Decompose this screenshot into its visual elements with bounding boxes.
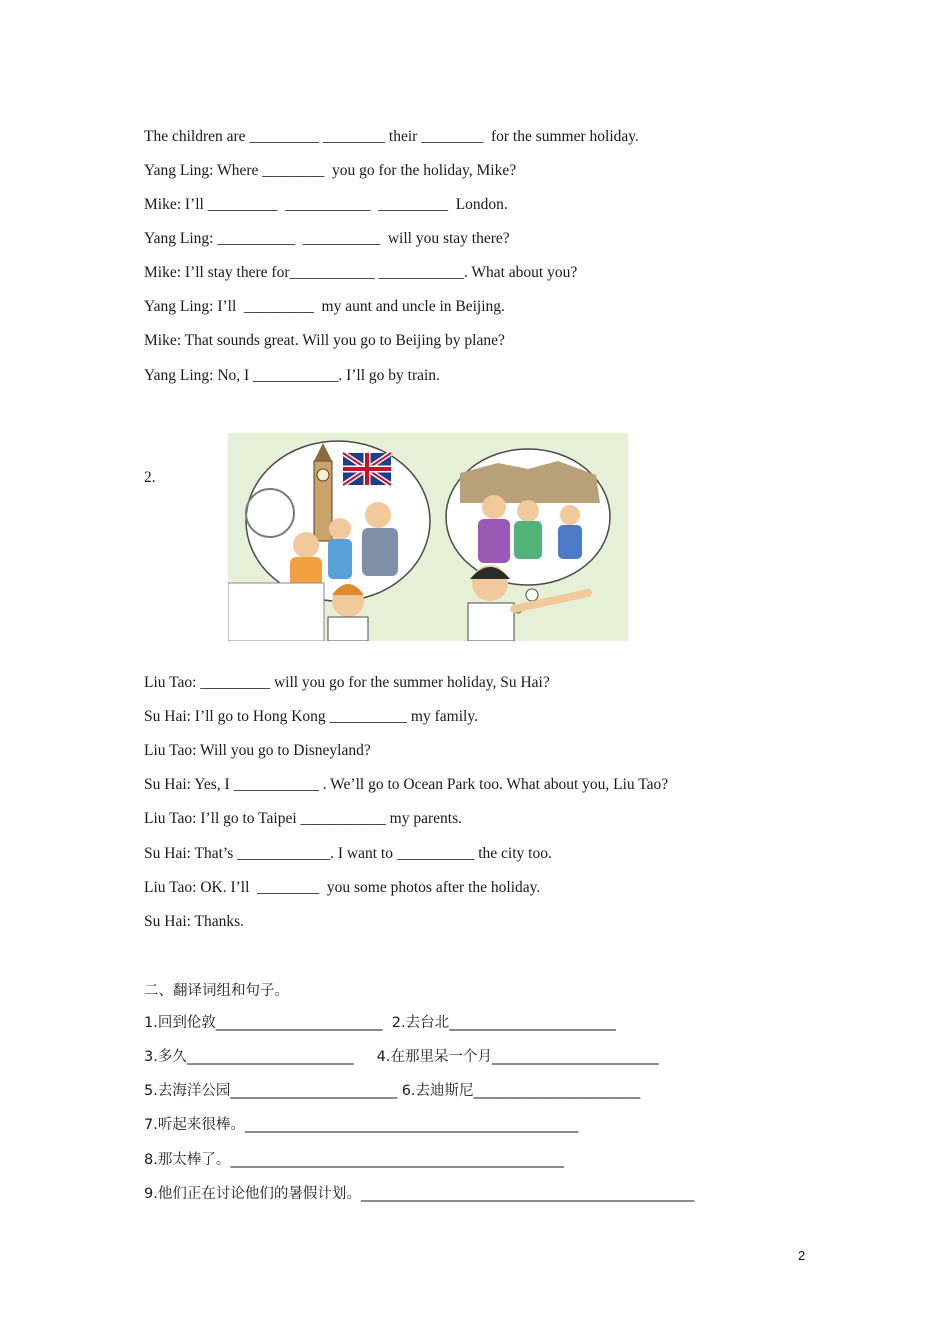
dialogue-line: Yang Ling: __________ __________ will you stay there? [144, 230, 510, 247]
translation-row: 9.他们正在讨论他们的暑假计划。______________________________________________ [144, 1186, 695, 1202]
page-number: 2 [798, 1248, 806, 1263]
translation-row: 5.去海洋公园_______________________ 6.去迪斯尼_______________________ [144, 1083, 641, 1099]
dialogue-line: Liu Tao: _________ will you go for the summer holiday, Su Hai? [144, 674, 550, 691]
dialogue-line: Liu Tao: Will you go to Disneyland? [144, 742, 371, 759]
dialogue-line: Su Hai: I’ll go to Hong Kong __________ my family. [144, 708, 478, 725]
translation-row: 8.那太棒了。______________________________________________ [144, 1152, 564, 1168]
dialogue-line: Yang Ling: Where ________ you go for the holiday, Mike? [144, 162, 517, 179]
dialogue-line: The children are _________ ________ their ________ for the summer holiday. [144, 128, 639, 145]
dialogue-line: Mike: I’ll stay there for___________ ___________. What about you? [144, 264, 578, 281]
dialogue-line: Liu Tao: I’ll go to Taipei ___________ my parents. [144, 810, 462, 827]
dialogue-line: Liu Tao: OK. I’ll ________ you some photos after the holiday. [144, 879, 541, 896]
dialogue-line: Yang Ling: No, I ___________. I’ll go by train. [144, 367, 440, 384]
translation-row: 7.听起来很棒。______________________________________________ [144, 1117, 579, 1133]
dialogue-line: Mike: That sounds great. Will you go to Beijing by plane? [144, 332, 505, 349]
question-number: 2. [144, 469, 156, 486]
dialogue-line: Su Hai: Thanks. [144, 913, 245, 930]
dialogue-line: Yang Ling: I’ll _________ my aunt and uncle in Beijing. [144, 298, 505, 315]
holiday-illustration [228, 433, 628, 641]
section-heading: 二、翻译词组和句子。 [144, 983, 289, 999]
dialogue-line: Su Hai: That’s ____________. I want to __________ the city too. [144, 845, 552, 862]
dialogue-line: Su Hai: Yes, I ___________ . We’ll go to Ocean Park too. What about you, Liu Tao? [144, 776, 669, 793]
translation-row: 3.多久_______________________ 4.在那里呆一个月_______________________ [144, 1049, 659, 1065]
translation-row: 1.回到伦敦_______________________ 2.去台北_______________________ [144, 1015, 616, 1031]
dialogue-line: Mike: I’ll _________ ___________ _________ London. [144, 196, 508, 213]
